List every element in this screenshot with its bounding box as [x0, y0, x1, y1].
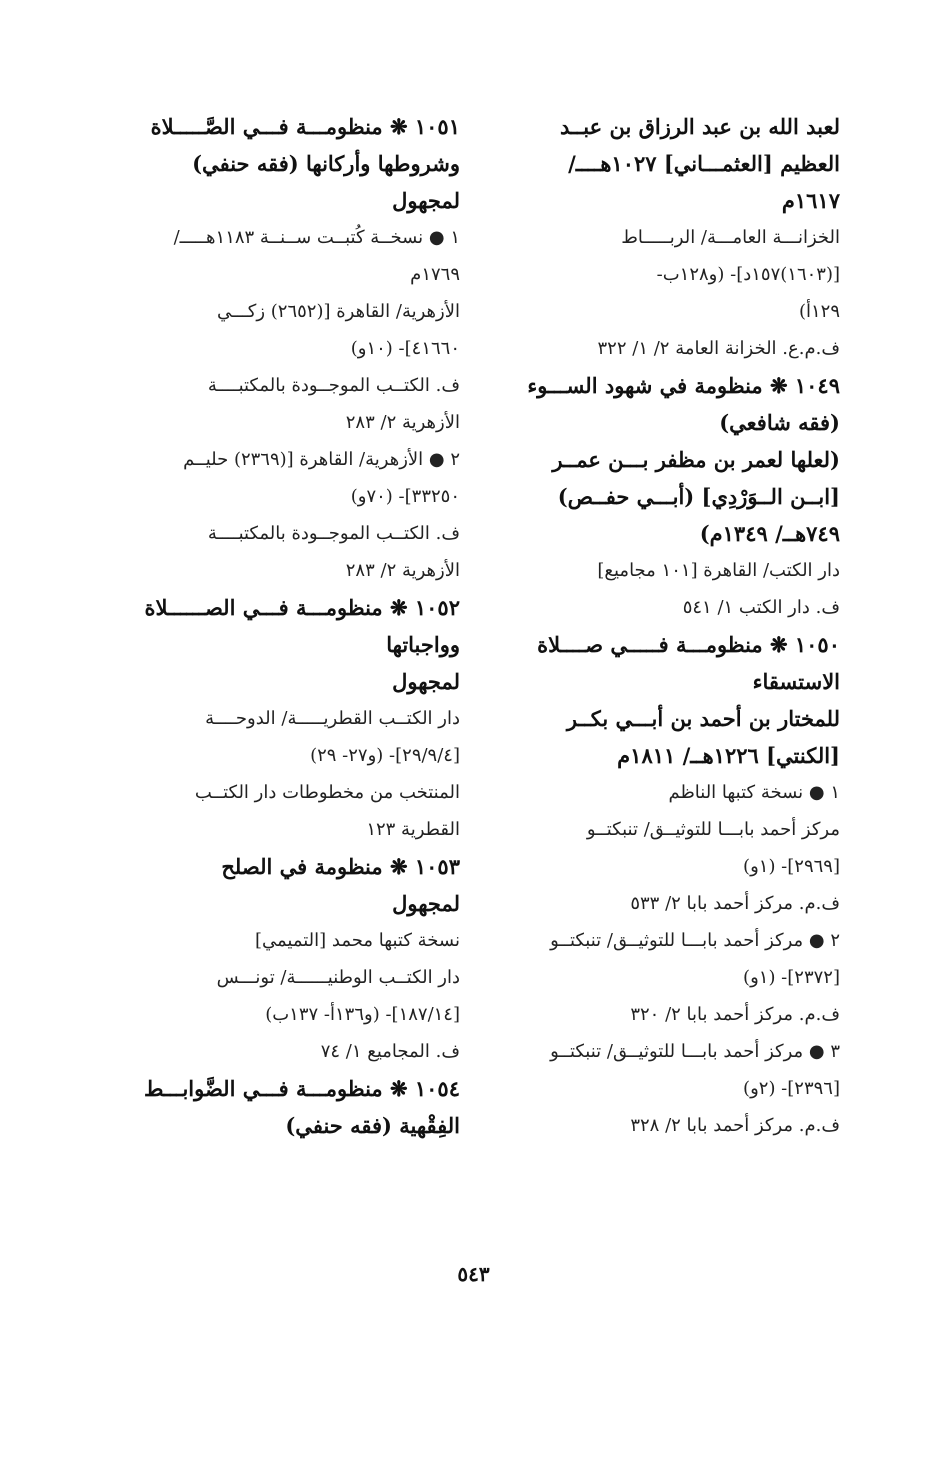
source-line: ٤١٦٦٠]- (١٠و) — [350, 338, 460, 359]
source-line: ٣ ● مركز أحمد بابـــا للتوثيــق/ تنبكتــو — [550, 1041, 840, 1062]
source-line: دار الكتــب القطريـــــة/ الدوحــــة — [205, 708, 460, 729]
author-line: لمجهول — [392, 669, 460, 694]
entry-title-line: الاستسقاء — [752, 669, 840, 694]
source-line: [٢٩٦٩]- (١و) — [743, 856, 840, 877]
source-line: نسخة كتبها محمد [التميمي] — [254, 930, 460, 951]
source-line: ف.م. مركز أحمد بابا ٢/ ٣٢٨ — [630, 1115, 840, 1136]
entry-title-line: ١٠٤٩ ❋ منظومة في شهود الســـوء — [527, 373, 840, 398]
author-line: [ابــن الــوَرْدِي] (أبـــي حفــص) — [557, 484, 840, 509]
source-line: [٢٣٧٢]- (١و) — [743, 967, 840, 988]
source-line: ١ ● نسخة كتبها الناظم — [668, 782, 840, 803]
author-line: ٧٤٩هــ/ ١٣٤٩م) — [699, 521, 840, 546]
author-line: العظيم [العثمـــاني] ١٠٢٧هــــ/ — [568, 151, 840, 176]
entry-title-line: وواجباتها — [386, 632, 460, 657]
source-line: ف. الكتــب الموجــودة بالمكتبــــة — [207, 375, 460, 396]
source-line: ١ ● نسخــة كُتبــت ســنــة ١١٨٣هـــــ/ — [173, 227, 460, 248]
source-line: [٢٩/٩/٤]- (و٢٧- ٢٩) — [310, 745, 460, 766]
author-line: [الكنتي] ١٢٢٦هــ/ ١٨١١م — [617, 743, 840, 768]
author-line: لعبد الله بن عبد الرزاق بن عبــد — [559, 114, 840, 139]
source-line: الأزهرية ٢/ ٢٨٣ — [345, 560, 460, 581]
right-column — [500, 108, 840, 1144]
source-line: الأزهرية/ القاهرة [(٢٦٥٢) زكـــي — [216, 301, 460, 322]
source-line: ٢ ● مركز أحمد بابـــا للتوثيــق/ تنبكتــو — [550, 930, 840, 951]
author-line: (لعلها لعمر بن مظفر بـــن عمــر — [552, 447, 840, 472]
source-line: ف. دار الكتب ١/ ٥٤١ — [682, 597, 840, 618]
entry-title-line: ١٠٥١ ❋ منظومـــة فـــي الصَّـــــلاة — [150, 114, 460, 139]
source-line: دار الكتــب الوطنيــــــة/ تونـــس — [216, 967, 460, 988]
source-line: ١٧٦٩م — [410, 264, 460, 285]
source-line: ف.م. مركز أحمد بابا ٢/ ٥٣٣ — [630, 893, 840, 914]
source-line: الخزانـــة العامـــة/ الربـــــاط — [621, 227, 840, 248]
source-line: ٣٣٢٥٠]- (٧٠و) — [350, 486, 460, 507]
source-line: ف. الكتــب الموجــودة بالمكتبــــة — [207, 523, 460, 544]
entry-title-line: الفِقْهية (فقه حنفي) — [285, 1113, 460, 1138]
source-line: ف. المجاميع ١/ ٧٤ — [320, 1041, 460, 1062]
source-line: القطرية ١٢٣ — [366, 819, 460, 840]
author-line: ١٦١٧م — [781, 188, 840, 213]
source-line: ١٢٩أ) — [798, 301, 840, 322]
source-line: [(١٦٠٣)١٥٧د]- (و١٢٨ب- — [656, 264, 840, 285]
entry-title-line: وشروطها وأركانها (فقه حنفي) — [192, 151, 460, 176]
author-line: لمجهول — [392, 891, 460, 916]
source-line: [٢٣٩٦]- (٢و) — [743, 1078, 840, 1099]
author-line: للمختار بن أحمد بن أبـــي بكــر — [566, 706, 840, 731]
entry-title-line: ١٠٥٢ ❋ منظومـــة فـــي الصــــــلاة — [144, 595, 460, 620]
page-number: ٥٤٣ — [457, 1262, 490, 1286]
left-column — [120, 108, 460, 1144]
source-line: مركز أحمد بابـــا للتوثيــق/ تنبكتــو — [586, 819, 840, 840]
source-line: ٢ ● الأزهرية/ القاهرة [(٢٣٦٩) حليــم — [183, 449, 460, 470]
entry-title-line: ١٠٥٣ ❋ منظومة في الصلح — [221, 854, 460, 879]
source-line: [١٨٧/١٤]- (و١٣٦أ- ١٣٧ب) — [265, 1004, 460, 1025]
entry-title-line: ١٠٥٤ ❋ منظومـــة فـــي الضَّوابـــط — [144, 1076, 460, 1101]
source-line: المنتخب من مخطوطات دار الكتــب — [194, 782, 460, 803]
source-line: دار الكتب/ القاهرة [١٠١ مجاميع] — [597, 560, 840, 581]
entry-title-line: ١٠٥٠ ❋ منظومـــة فـــــي صــــلاة — [537, 632, 840, 657]
source-line: ف.م.ع. الخزانة العامة ٢/ ١/ ٣٢٢ — [597, 338, 840, 359]
entry-title-line: (فقه شافعي) — [719, 410, 840, 435]
source-line: ف.م. مركز أحمد بابا ٢/ ٣٢٠ — [630, 1004, 840, 1025]
source-line: الأزهرية ٢/ ٢٨٣ — [345, 412, 460, 433]
author-line: لمجهول — [392, 188, 460, 213]
